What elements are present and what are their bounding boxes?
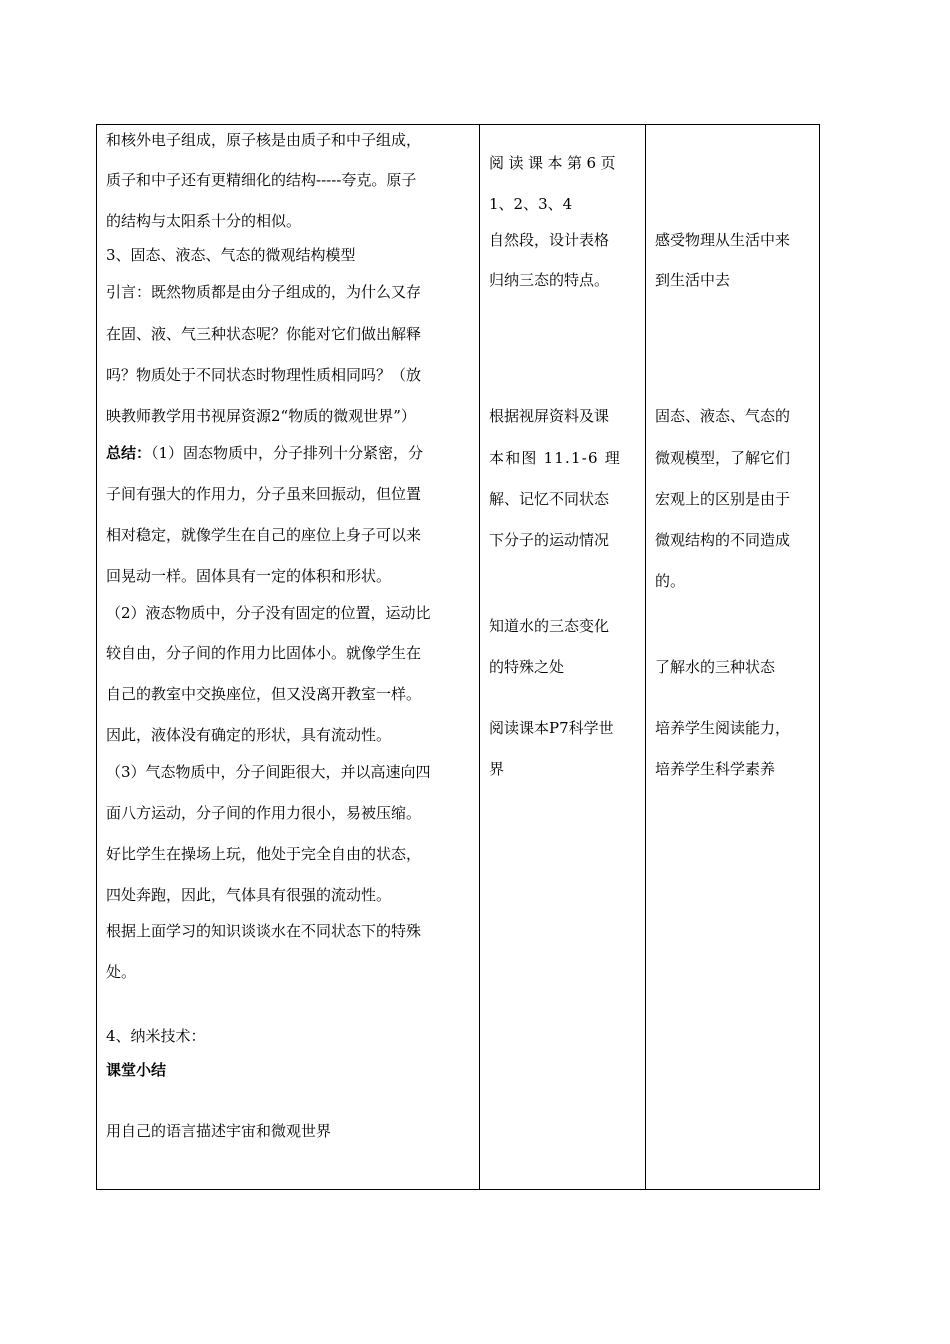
section-heading: 4、纳米技术： [106, 1027, 206, 1045]
intent-line: 感受物理从生活中来 [655, 231, 791, 249]
activity-line: 知道水的三态变化 [489, 617, 610, 635]
activity-line: 界 [489, 760, 505, 778]
content-line: 吗？物质处于不同状态时物理性质相同吗？（放 [106, 366, 422, 384]
content-line: （3）气态物质中，分子间距很大，并以高速向四 [106, 763, 431, 781]
content-line: 处。 [106, 963, 137, 981]
intent-line: 固态、液态、气态的 [655, 407, 791, 425]
activity-line: 解、记忆不同状态 [489, 490, 610, 508]
intent-line: 宏观上的区别是由于 [655, 490, 791, 508]
content-line: 的结构与太阳系十分的相似。 [106, 212, 302, 230]
activity-line: 的特殊之处 [489, 658, 565, 676]
content-line: 相对稳定，就像学生在自己的座位上身子可以来 [106, 526, 422, 544]
activity-line: 自然段，设计表格 [489, 231, 610, 249]
activity-line: 1、2、3、4 [489, 195, 573, 213]
content-line: 回晃动一样。固体具有一定的体积和形状。 [106, 567, 392, 585]
intent-line: 的。 [655, 572, 686, 590]
content-line: 面八方运动，分子间的作用力很小，易被压缩。 [106, 804, 422, 822]
column-divider [479, 125, 480, 1189]
content-line: 较自由，分子间的作用力比固体小。就像学生在 [106, 644, 422, 662]
content-line: 质子和中子还有更精细化的结构-----夸克。原子 [106, 171, 417, 189]
content-line: 用自己的语言描述宇宙和微观世界 [106, 1122, 332, 1140]
content-line: 好比学生在操场上玩，他处于完全自由的状态， [106, 845, 422, 863]
content-line: 根据上面学习的知识谈谈水在不同状态下的特殊 [106, 922, 422, 940]
class-summary-heading: 课堂小结 [106, 1061, 167, 1079]
intent-line: 到生活中去 [655, 271, 731, 289]
content-line: 自己的教室中交换座位，但又没离开教室一样。 [106, 685, 422, 703]
content-line: 四处奔跑，因此，气体具有很强的流动性。 [106, 886, 392, 904]
content-line: 和核外电子组成，原子核是由质子和中子组成， [106, 131, 422, 149]
summary-line [106, 443, 423, 463]
summary-label: 总结： [106, 444, 152, 462]
intent-line: 微观模型，了解它们 [655, 449, 791, 467]
content-line: （2）液态物质中，分子没有固定的位置，运动比 [106, 604, 431, 622]
activity-line: 本和图 11.1-6 理 [489, 449, 621, 467]
content-line: 因此，液体没有确定的形状，具有流动性。 [106, 726, 392, 744]
content-line: 子间有强大的作用力，分子虽来回振动，但位置 [106, 485, 422, 503]
section-heading: 3、固态、液态、气态的微观结构模型 [106, 246, 356, 264]
activity-line: 阅读课本第6页 [489, 154, 621, 172]
content-line: 在固、液、气三种状态呢？你能对它们做出解释 [106, 325, 422, 343]
content-line: 映教师教学用书视屏资源2“物质的微观世界”） [106, 407, 416, 425]
activity-line: 归纳三态的特点。 [489, 271, 610, 289]
intent-line: 培养学生阅读能力， [655, 719, 791, 737]
content-line: 引言：既然物质都是由分子组成的，为什么又存 [106, 283, 422, 301]
activity-line: 阅读课本P7科学世 [489, 719, 614, 737]
content-line: （1）固态物质中，分子排列十分紧密，分 [151, 444, 424, 462]
activity-line: 根据视屏资料及课 [489, 407, 610, 425]
intent-line: 培养学生科学素养 [655, 760, 776, 778]
activity-line: 下分子的运动情况 [489, 531, 610, 549]
intent-line: 了解水的三种状态 [655, 658, 776, 676]
column-divider [645, 125, 646, 1189]
intent-line: 微观结构的不同造成 [655, 531, 791, 549]
